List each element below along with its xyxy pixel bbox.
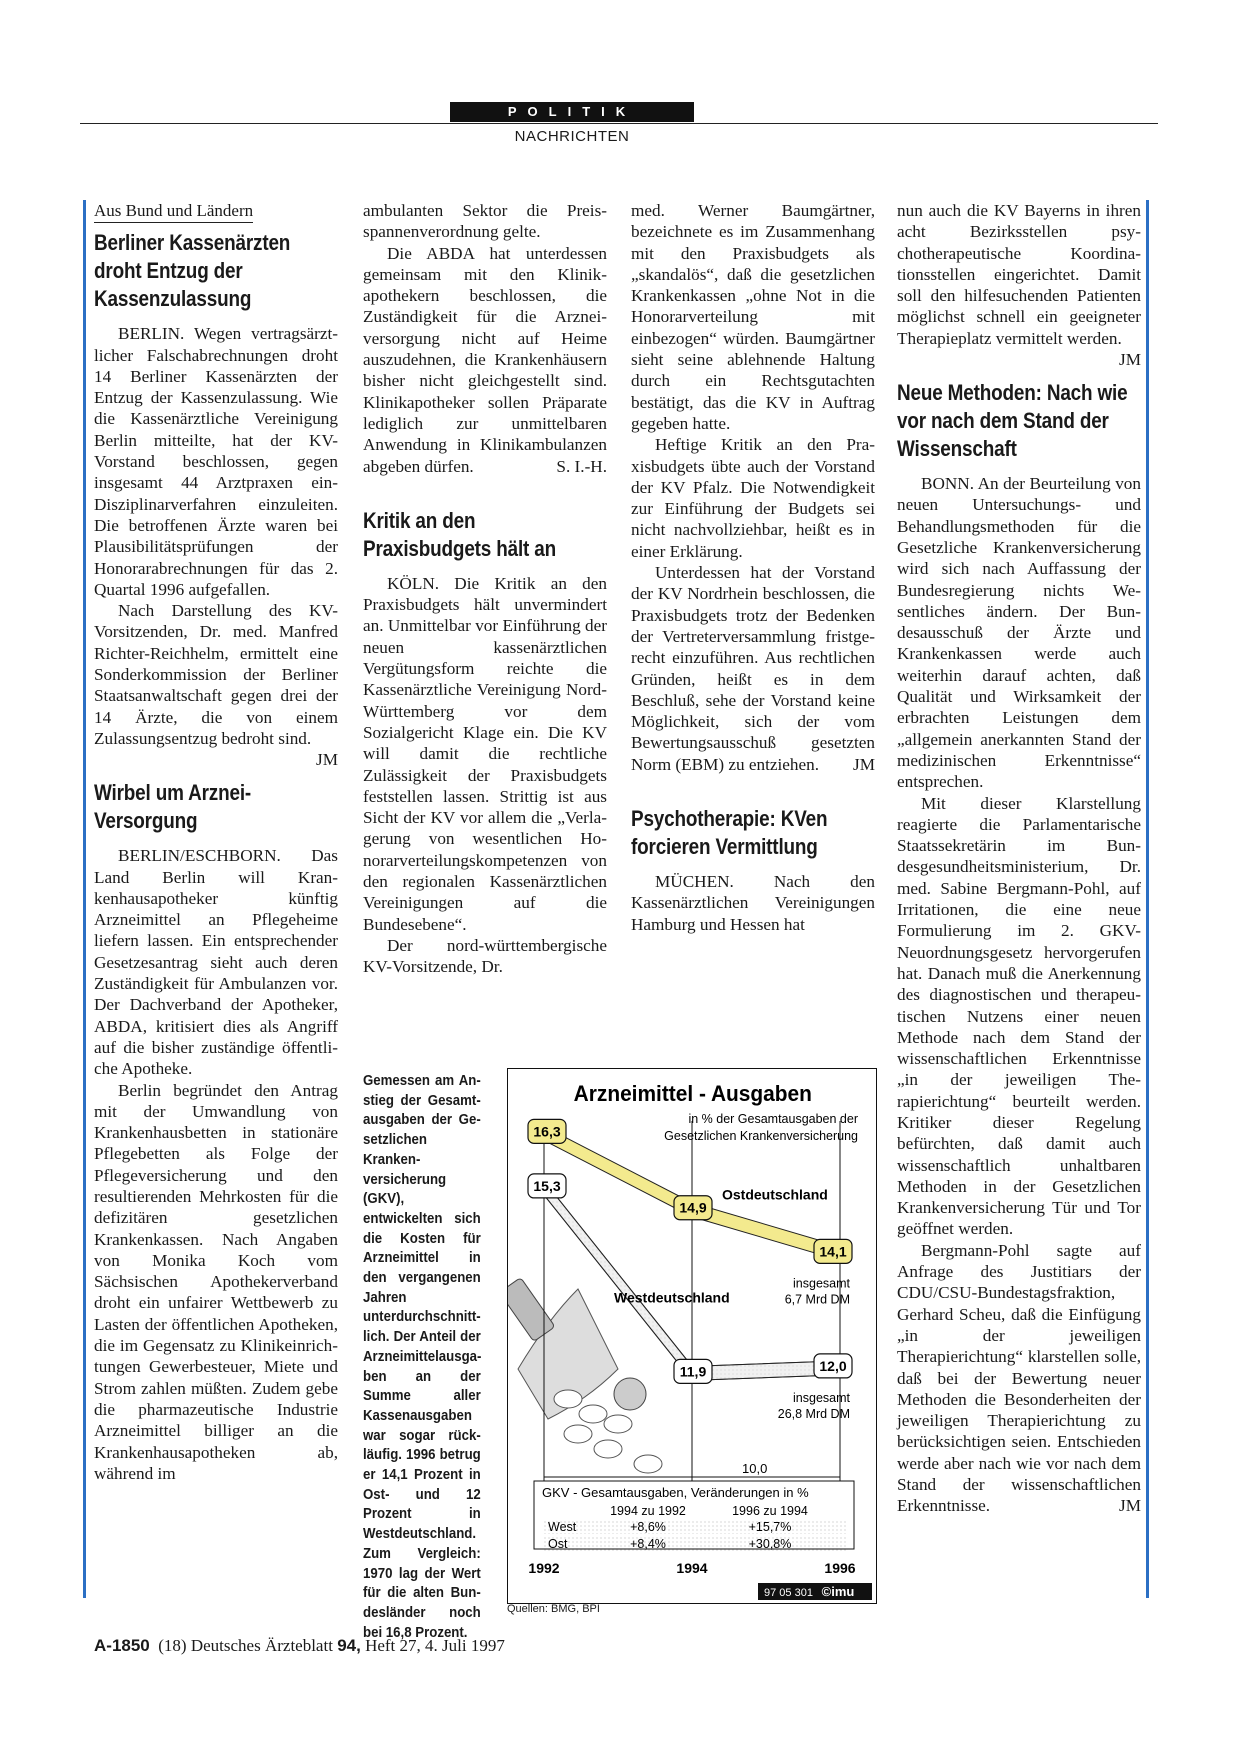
chart-subtitle: Gesetzlichen Krankenversicherung <box>664 1129 858 1143</box>
chart-svg <box>508 1069 876 1603</box>
paragraph: nun auch die KV Bayerns in ihren acht Bezirksstellen psychotherapeutische Koordinationsstellen eingerichtet. Damit soll den hilfesuchenden Patienten möglichst schnell ein geeigneter Therapieplatz vermittelt werden. JM <box>897 201 1141 370</box>
paragraph: Heftige Kritik an den Praxisbudgets übte auch der Vorstand der KV Pfalz. Die Notwendigkeit zur Einführung der Budgets sei nicht nachvollziehbar, heißt es in einer Erklärung. <box>631 435 875 561</box>
chart-code: 97 05 301 <box>764 1587 813 1599</box>
series-note: insgesamt <box>793 1276 850 1291</box>
paragraph: BERLIN/ESCHBORN. Das Land Berlin will Krankenhausapotheker künftig Arzneimittel an Pflegeheime liefern lassen. Ein entsprechender Gesetzesantrag sieht auch deren Zuständigkeit für Ambulanzen vor. Der Dachverband der Apotheker, ABDA, kritisiert dies als Angriff auf die bisher zuständige öffentliche Apotheke. <box>94 846 338 1079</box>
author-signature: S. I.-H. <box>556 456 607 476</box>
author-signature: JM <box>853 754 875 774</box>
table-title: GKV - Gesamtausgaben, Veränderungen in % <box>542 1485 809 1500</box>
paragraph: KÖLN. Die Kritik an den Praxisbudgets hält unvermindert an. Unmittelbar vor Einführung der neuen kassenärztlichen Vergütungsform reichte die Kassenärztliche Vereinigung Nord-Württemberg vor dem Sozialgericht Klage ein. Die KV will damit die rechtliche Zulässigkeit der Praxisbudgets feststellen lassen. Strittig ist aus Sicht der KV vor allem die „Verlagerung von wesentlichen Honorarverteilungskompetenzen von den regionalen Kassenärztlichen Vereinigungen auf die Bundesebene“. <box>363 573 607 934</box>
paragraph: MÜCHEN. Nach den Kassenärztlichen Vereinigungen Hamburg und Hessen hat <box>631 872 875 934</box>
article-title: Psychotherapie: KVen forcieren Vermittlung <box>631 806 828 860</box>
paragraph: Unterdessen hat der Vorstand der KV Nordrhein beschlossen, die Praxisbudgets trotz der Bedenken der Vertreterversammlung fristgerecht einzuführen. Aus rechtlichen Gründen, heißt es in dem Beschluß, sehe der Vorstand keine Möglichkeit, sich der vom Bewertungsausschuß gesetzten Norm (EBM) zu entziehen. JM <box>631 563 875 774</box>
table-header: 1994 zu 1992 <box>610 1504 686 1518</box>
column-4 <box>897 200 1141 1517</box>
x-tick-label: 1994 <box>676 1560 708 1576</box>
series-note: 6,7 Mrd DM <box>784 1292 850 1307</box>
paragraph: Berlin begründet den Antrag mit der Umwandlung von Krankenhausbetten in stationäre Pflegebetten als Folge der Pflegeversicherung und den resultierenden Mehrkosten für die defizitären gesetzlichen Krankenkassen. Nach Angaben von Monika Koch vom Sächsischen Apothekerverband droht ein unfairer Wettbewerb zu Lasten der öffentlichen Apotheken, die im Gegensatz zu Klinikeinrichtungen Gewerbesteuer, Miete und Strom zahlen müßten. Zudem gebe die pharmazeutische Industrie Arzneimittel billiger an die Krankenhausapotheken ab, während im <box>94 1080 338 1483</box>
column-3 <box>631 200 875 935</box>
table-header: 1996 zu 1994 <box>732 1504 808 1518</box>
data-label: 15,3 <box>533 1177 561 1194</box>
column-1 <box>94 200 338 1484</box>
author-signature: JM <box>1119 350 1141 370</box>
table-cell: Ost <box>548 1537 568 1551</box>
series-note: 26,8 Mrd DM <box>777 1406 850 1421</box>
data-label: 12,0 <box>819 1357 847 1374</box>
data-label: 14,1 <box>819 1243 847 1260</box>
table-cell: West <box>548 1520 577 1534</box>
subsection-label: NACHRICHTEN <box>514 128 630 145</box>
paragraph: Nach Darstellung des KV-Vorsitzenden, Dr. med. Manfred Richter-Reichhelm, ermittelt eine Sonderkommission der Berliner Staatsanwaltschaft gegen drei der 14 Ärzte, die von einem Zulassungsentzug bedroht sind. JM <box>94 601 338 770</box>
author-signature: JM <box>1119 1496 1141 1516</box>
series-name-west: Westdeutschland <box>614 1289 730 1306</box>
paragraph: ambulanten Sektor die Preisspannenverordnung gelte. <box>363 201 607 242</box>
chart-caption: Gemessen am Anstieg der Gesamtausgaben der Gesetzlichen Krankenversicherung (GKV), entwickelten sich die Kosten für Arzneimittel in den vergangenen Jahren unterdurchschnittlich. Der Anteil der Arzneimittelausgaben an der Summe aller Kassenausgaben war sogar rückläufig. 1996 betrug er 14,1 Prozent in Ost- und 12 Prozent in Westdeutschland. Zum Vergleich: 1970 lag der Wert für die alten Bundesländer noch bei 16,8 Prozent. <box>363 1073 482 1641</box>
chart-arzneimittel-ausgaben <box>507 1068 877 1604</box>
paragraph: Die ABDA hat unterdessen gemeinsam mit den Klinikapothekern beschlossen, die Zuständigkeit für die Arzneiversorgung nicht auf Heime auszudehnen, die Krankenhäusern bisher nicht gleichgestellt sind. Klinikapotheker sollen Präparate lediglich zur unmittelbaren Anwendung in Klinikambulanzen abgeben dürfen. S. I.-H. <box>363 243 607 476</box>
footer-issue: Heft 27, 4. Juli 1997 <box>365 1636 505 1655</box>
page-number: A-1850 <box>94 1636 150 1655</box>
table-cell: +8,6% <box>630 1520 666 1534</box>
chart-subtitle: in % der Gesamtausgaben der <box>688 1112 858 1126</box>
series-note: insgesamt <box>793 1390 850 1405</box>
x-tick-label: 1992 <box>528 1560 560 1576</box>
article-title: Kritik an den Praxisbudgets hält an <box>363 507 557 561</box>
paragraph: Bergmann-Pohl sagte auf Anfrage des Justitiars der CDU/CSU-Bundestagsfraktion, Gerhard Scheu, daß die Einfügung „in der jeweiligen Therapierichtung“ klarstellen solle, daß bei der Bewertung neuer Methoden die Besonderheiten der jeweiligen Therapierichtung zu berücksichtigen seien. Entschieden werde aber nach wie vor nach dem Stand der wissenschaftlichen Erkenntnisse. JM <box>897 1240 1141 1516</box>
article-title: Berliner Kassenärzten droht Entzug der Kassenzulassung <box>94 230 291 312</box>
page-footer <box>94 1636 505 1656</box>
series-name-ost: Ostdeutschland <box>722 1186 828 1203</box>
paragraph: Mit dieser Klarstellung reagierte die Parlamentarische Staatssekretärin im Bundesgesundheitsministerium, Dr. med. Sabine Bergmann-Pohl, auf Irritationen, die eine neue Formulierung im 2. GKV-Neuordnungsgesetz hervorgerufen hat. Danach muß die Anerkennung des diagnostischen und therapeutischen Nutzens einer neuen Methode nach dem Stand der wissenschaftlichen Erkenntnisse „in der jeweiligen Therapierichtung“ beurteilt werden. Kritiker dieser Regelung befürchten, daß damit auch wissenschaftlich unhaltbaren Methoden in der Gesetzlichen Krankenversicherung Tür und Tor geöffnet werden. <box>897 793 1141 1239</box>
x-tick-label: 1996 <box>824 1560 856 1576</box>
table-row <box>542 1519 846 1534</box>
chart-source: Quellen: BMG, BPI <box>507 1603 600 1615</box>
section-label: POLITIK <box>450 102 694 122</box>
table-cell: +15,7% <box>748 1520 792 1534</box>
kicker: Aus Bund und Ländern <box>94 200 253 223</box>
article-title: Neue Methoden: Nach wie vor nach dem Stand der Wissenschaft <box>897 380 1128 462</box>
accent-bar-left <box>83 200 86 1598</box>
data-label: 16,3 <box>533 1123 561 1140</box>
column-2 <box>363 200 607 978</box>
reference-label: 10,0 <box>742 1461 768 1476</box>
footer-publication: (18) Deutsches Ärzteblatt <box>158 1636 333 1655</box>
footer-volume: 94, <box>337 1636 361 1655</box>
data-label: 14,9 <box>679 1199 707 1216</box>
paragraph: med. Werner Baumgärtner, bezeichnete es im Zusammenhang mit den Praxisbudgets als „skandalös“, daß die gesetzlichen Krankenkassen „ohne Not in die Honorarverteilung mit einbezogen“ würden. Baumgärtner sieht seine ablehnende Haltung durch ein Rechtsgutachten bestätigt, das die KV in Auftrag gegeben hatte. <box>631 201 875 433</box>
chart-brand: ©imu <box>821 1584 855 1599</box>
header-rule <box>80 123 1158 124</box>
data-label: 11,9 <box>679 1363 707 1380</box>
chart-title: Arzneimittel - Ausgaben <box>573 1081 812 1107</box>
paragraph: Der nord-württembergische KV-Vorsitzende, Dr. <box>363 935 607 977</box>
table-cell: +8,4% <box>630 1537 666 1551</box>
paragraph: BONN. An der Beurteilung von neuen Untersuchungs- und Behandlungsmethoden für die Gesetzliche Krankenversicherung wird sich nach Auffassung der Bundesregierung nichts Wesentliches ändern. Der Bundesausschuß der Ärzte und Krankenkassen werde auch weiterhin darauf achten, daß Qualität und Wirksamkeit der erbrachten Leistungen dem „allgemein anerkannten Stand der medizinischen Erkenntnisse“ entsprechen. <box>897 474 1141 792</box>
article-title: Wirbel um Arznei-Versorgung <box>94 780 252 834</box>
paragraph: BERLIN. Wegen vertragsärztlicher Falschabrechnungen droht 14 Berliner Kassenärzten der Entzug der Kassenzulassung. Wie die Kassenärztliche Vereinigung Berlin mitteilte, hat der KV-Vorstand beschlossen, gegen insgesamt 44 Arztpraxen einDisziplinarverfahren einzuleiten. Die betroffenen Ärzte waren bei Plausibilitätsprüfungen der Honorarabrechnungen für das 2. Quartal 1996 aufgefallen. <box>94 324 338 599</box>
accent-bar-right <box>1146 200 1149 1598</box>
table-cell: +30,8% <box>748 1537 792 1551</box>
table-row <box>542 1536 846 1551</box>
author-signature: JM <box>316 750 338 770</box>
